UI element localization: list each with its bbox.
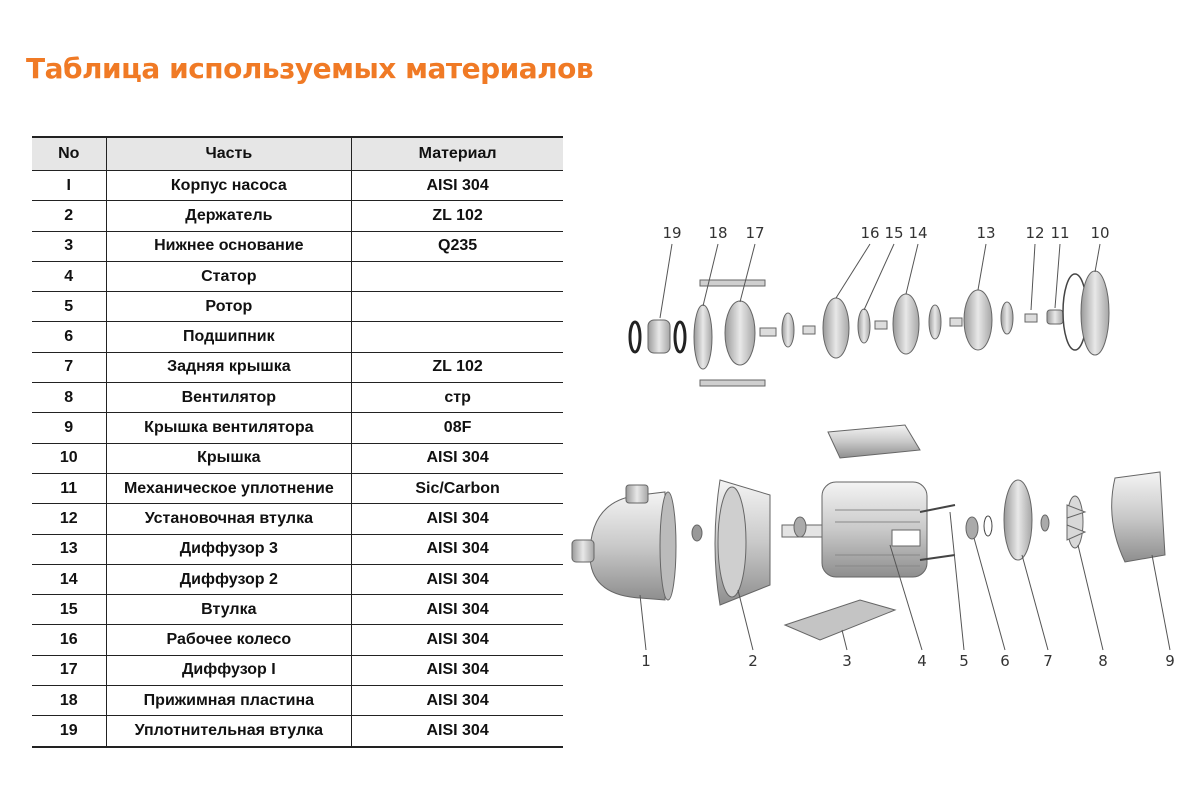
cell-material: AISI 304 (352, 625, 563, 655)
part-11-seal (1047, 310, 1063, 324)
cell-part: Прижимная пластина (106, 686, 352, 716)
cell-no: 17 (32, 655, 106, 685)
page-title: Таблица используемых материалов (26, 52, 594, 85)
part-1-inlet (572, 540, 594, 562)
cell-no: I (32, 171, 106, 201)
cell-part: Диффузор I (106, 655, 352, 685)
callout-line (660, 244, 672, 318)
part-1-pump-body (590, 492, 665, 600)
materials-table (32, 136, 563, 748)
callout-label: 3 (842, 652, 852, 670)
cell-material: 08F (352, 413, 563, 443)
cell-material: AISI 304 (352, 564, 563, 594)
part-small-spacer-c (950, 318, 962, 326)
part-18-rod-bottom (700, 380, 765, 386)
cell-material: ZL 102 (352, 201, 563, 231)
cell-material: AISI 304 (352, 534, 563, 564)
callout-line (950, 512, 964, 650)
callout-line (1031, 244, 1035, 310)
callout-line (1152, 555, 1170, 650)
cell-no: 19 (32, 716, 106, 747)
cell-material: AISI 304 (352, 595, 563, 625)
callout-label: 5 (959, 652, 969, 670)
part-10-cover (1081, 271, 1109, 355)
cell-material: AISI 304 (352, 443, 563, 473)
table-row (32, 504, 563, 534)
callout-line (864, 244, 894, 310)
cell-no: 10 (32, 443, 106, 473)
table-row (32, 443, 563, 473)
callout-line (978, 244, 986, 290)
callout-line (836, 244, 870, 298)
callout-label: 4 (917, 652, 927, 670)
part-16-impeller (823, 298, 849, 358)
part-19-oring-right (675, 322, 685, 352)
callout-line (640, 595, 646, 650)
callout-line (1078, 545, 1103, 650)
part-small-ring-c (1041, 515, 1049, 531)
cell-part: Диффузор 3 (106, 534, 352, 564)
part-12-sleeve (1025, 314, 1037, 322)
callout-label: 18 (708, 224, 728, 242)
cell-part: Ротор (106, 292, 352, 322)
cell-no: 4 (32, 261, 106, 291)
cell-material: стр (352, 383, 563, 413)
table-row (32, 322, 563, 352)
callout-line (974, 538, 1005, 650)
part-small-ring-a (692, 525, 702, 541)
part-19-sleeve (648, 320, 670, 353)
table-body (32, 171, 563, 747)
cell-no: 11 (32, 473, 106, 503)
table-row (32, 595, 563, 625)
cell-no: 6 (32, 322, 106, 352)
callout-label: 16 (860, 224, 880, 242)
part-3-base (785, 600, 895, 640)
cell-part: Установочная втулка (106, 504, 352, 534)
part-19-oring-left (630, 322, 640, 352)
table-row (32, 352, 563, 382)
cell-part: Вентилятор (106, 383, 352, 413)
table-row (32, 292, 563, 322)
cell-part: Втулка (106, 595, 352, 625)
cell-material (352, 322, 563, 352)
part-7-rear-cover (1004, 480, 1032, 560)
cell-no: 14 (32, 564, 106, 594)
cell-material: Q235 (352, 231, 563, 261)
part-4-stator-label (892, 530, 920, 546)
cell-part: Задняя крышка (106, 352, 352, 382)
header-part: Часть (106, 137, 352, 171)
cell-no: 15 (32, 595, 106, 625)
part-8-fan (1067, 496, 1085, 548)
part-18-plate (694, 305, 712, 369)
part-15-sleeve (875, 321, 887, 329)
table-row (32, 686, 563, 716)
table-row (32, 655, 563, 685)
cell-material: AISI 304 (352, 655, 563, 685)
cell-part: Статор (106, 261, 352, 291)
cell-material: AISI 304 (352, 504, 563, 534)
part-1-outlet (626, 485, 648, 503)
callout-label: 1 (641, 652, 651, 670)
cell-no: 18 (32, 686, 106, 716)
part-2-face (718, 487, 746, 597)
table-row (32, 473, 563, 503)
callout-label: 10 (1090, 224, 1110, 242)
cell-no: 7 (32, 352, 106, 382)
cell-part: Рабочее колесо (106, 625, 352, 655)
callout-label: 12 (1025, 224, 1045, 242)
cell-part: Крышка (106, 443, 352, 473)
part-impeller-b (929, 305, 941, 339)
part-impeller-c (1001, 302, 1013, 334)
cell-material: AISI 304 (352, 171, 563, 201)
callout-label: 17 (745, 224, 765, 242)
callout-label: 19 (662, 224, 682, 242)
cell-no: 16 (32, 625, 106, 655)
callout-line (1055, 244, 1060, 308)
callout-line (842, 630, 847, 650)
part-6-ring (984, 516, 992, 536)
callout-label: 9 (1165, 652, 1175, 670)
callout-label: 13 (976, 224, 996, 242)
cell-part: Корпус насоса (106, 171, 352, 201)
part-6-bearing (966, 517, 978, 539)
header-no: No (32, 137, 106, 171)
part-small-ring-b (794, 517, 806, 537)
cell-part: Крышка вентилятора (106, 413, 352, 443)
cell-no: 5 (32, 292, 106, 322)
callout-label: 14 (908, 224, 928, 242)
callout-line (703, 244, 718, 306)
callout-line (1022, 555, 1048, 650)
cell-material: AISI 304 (352, 716, 563, 747)
callout-label: 15 (884, 224, 904, 242)
cell-material: ZL 102 (352, 352, 563, 382)
cell-material: Sic/Carbon (352, 473, 563, 503)
callout-line (1095, 244, 1100, 272)
bottom-parts-row (572, 425, 1165, 640)
table-row (32, 231, 563, 261)
top-callouts (660, 224, 1110, 318)
part-9-fan-cover (1112, 472, 1165, 562)
cell-part: Держатель (106, 201, 352, 231)
part-impeller-a (782, 313, 794, 347)
cell-no: 12 (32, 504, 106, 534)
cell-material: AISI 304 (352, 686, 563, 716)
part-17-diffuser (725, 301, 755, 365)
part-1-flange (660, 492, 676, 600)
cell-no: 3 (32, 231, 106, 261)
part-small-spacer-b (803, 326, 815, 334)
table-row (32, 171, 563, 201)
callout-label: 11 (1050, 224, 1070, 242)
cell-part: Подшипник (106, 322, 352, 352)
table-row (32, 261, 563, 291)
table-header-row (32, 137, 563, 171)
part-junction-box (828, 425, 920, 458)
cell-part: Механическое уплотнение (106, 473, 352, 503)
cell-material (352, 292, 563, 322)
table-row (32, 716, 563, 747)
table-row (32, 564, 563, 594)
cell-no: 2 (32, 201, 106, 231)
pump-exploded-diagram (560, 200, 1190, 680)
part-14-diffuser (893, 294, 919, 354)
table-row (32, 413, 563, 443)
callout-label: 7 (1043, 652, 1053, 670)
callout-line (740, 244, 755, 302)
callout-label: 8 (1098, 652, 1108, 670)
top-parts-row (630, 271, 1109, 386)
cell-part: Диффузор 2 (106, 564, 352, 594)
cell-material (352, 261, 563, 291)
cell-part: Нижнее основание (106, 231, 352, 261)
part-15-sleeve-disc (858, 309, 870, 343)
table-row (32, 383, 563, 413)
callout-line (906, 244, 918, 294)
table-row (32, 534, 563, 564)
callout-line (738, 590, 753, 650)
callout-label: 2 (748, 652, 758, 670)
part-small-spacer-a (760, 328, 776, 336)
part-13-diffuser (964, 290, 992, 350)
part-18-rod-top (700, 280, 765, 286)
header-material: Материал (352, 137, 563, 171)
table-row (32, 201, 563, 231)
cell-no: 8 (32, 383, 106, 413)
cell-no: 13 (32, 534, 106, 564)
table-row (32, 625, 563, 655)
cell-part: Уплотнительная втулка (106, 716, 352, 747)
cell-no: 9 (32, 413, 106, 443)
callout-label: 6 (1000, 652, 1010, 670)
